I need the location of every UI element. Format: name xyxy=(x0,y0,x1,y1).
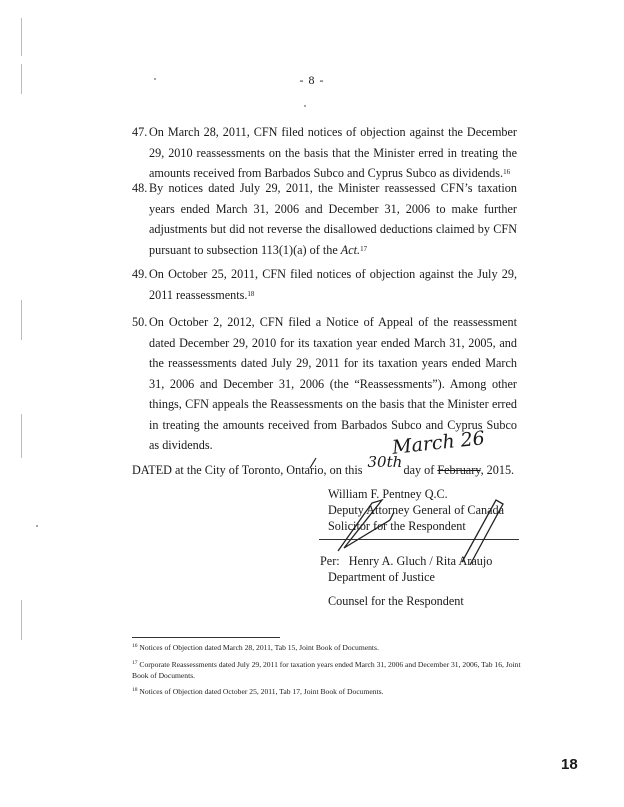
counsel-names: Henry A. Gluch / Rita Araujo xyxy=(348,554,493,568)
footnote-16 xyxy=(132,642,522,653)
paragraph-text: By notices dated July 29, 2011, the Minister reassessed CFN’s taxation years ended March 31, 2006 and December 31, 2006 to make further adjustments but did not reverse the disallowed deductions claimed by CFN pursuant to subsection 113(1)(a) of the xyxy=(149,181,517,257)
paragraph-number: 48. xyxy=(132,181,148,195)
paragraph-text: On March 28, 2011, CFN filed notices of objection against the December 29, 2010 reassessments on the basis that the Minister erred in treating the amounts received from Barbados Subco and Cyprus Subco as dividends. xyxy=(149,125,517,180)
act-reference: Act. xyxy=(340,242,361,257)
dated-mid: day of xyxy=(403,463,435,477)
handwritten-month: March 26 xyxy=(391,427,486,459)
footnote-text: Corporate Reassessments dated July 29, 2011 for taxation years ended March 31, 2006 and December 31, 2006, Tab 16, Joint Book of Documents. xyxy=(132,660,521,680)
paragraph-text: On October 25, 2011, CFN filed notices of objection against the July 29, 2011 reassessments. xyxy=(149,267,517,302)
counsel-role: Counsel for the Respondent xyxy=(328,594,464,608)
paragraph-text: On October 2, 2012, CFN filed a Notice of Appeal of the reassessment dated December 29, 2010 for its taxation year ended March 31, 2005, and the reassessments dated July 29, 2011 for its taxation years ended March 31, 2006 and December 31, 2006 (the “Reassessments”). Among other things, CFN appeals the Reassessments on the basis that the Minister erred in treating the amounts received from Barbados Subco and Cyprus Subco as dividends. xyxy=(149,315,517,452)
department: Department of Justice xyxy=(328,570,435,584)
handwritten-day: 30th xyxy=(367,453,403,471)
footnote-18 xyxy=(132,686,522,697)
footnote-text: Notices of Objection dated October 25, 2011, Tab 17, Joint Book of Documents. xyxy=(139,687,384,696)
solicitor-line: Solicitor for the Respondent xyxy=(328,519,466,533)
dated-suffix: , 2015. xyxy=(480,463,515,477)
footnote-number: 18 xyxy=(132,687,138,693)
footnote-number: 17 xyxy=(132,660,138,666)
struck-month: February xyxy=(437,463,481,477)
paragraph-number: 50. xyxy=(132,315,148,329)
footnote-ref: 17 xyxy=(360,244,368,253)
paragraph-number: 49. xyxy=(132,267,148,281)
footnote-ref: 16 xyxy=(503,168,511,176)
tab-number: 18 xyxy=(561,756,578,773)
footnote-17 xyxy=(132,659,522,681)
footnote-number: 16 xyxy=(132,643,138,649)
attorney-name: William F. Pentney Q.C. xyxy=(328,487,448,501)
paragraph-number: 47. xyxy=(132,125,148,139)
footnote-rule xyxy=(132,637,280,638)
footnote-text: Notices of Objection dated March 28, 2011, Tab 15, Joint Book of Documents. xyxy=(139,643,379,652)
attorney-title: Deputy Attorney General of Canada xyxy=(328,503,504,517)
footnote-ref: 18 xyxy=(247,289,255,298)
page-number: - 8 - xyxy=(299,73,325,87)
dated-prefix: DATED at the City of Toronto, Ontario, on this xyxy=(132,463,363,477)
per-label: Per: xyxy=(320,554,340,568)
